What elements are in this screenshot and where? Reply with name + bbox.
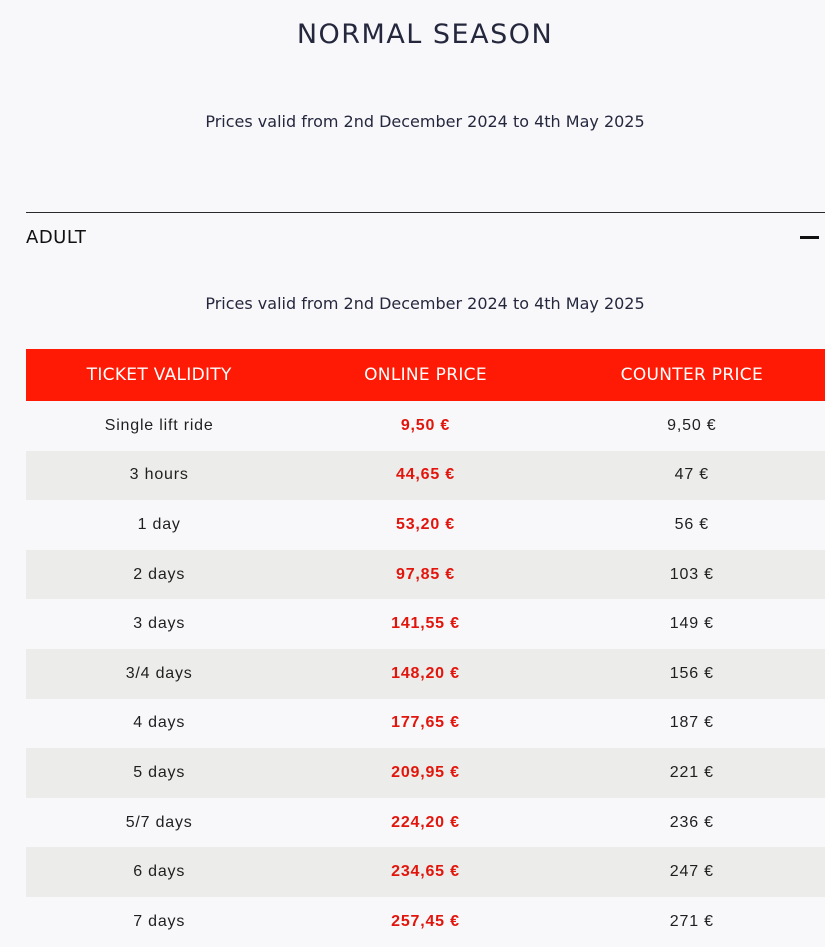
minus-icon[interactable] xyxy=(800,236,819,239)
counter-price-cell: 156 € xyxy=(559,649,825,699)
table-row xyxy=(26,451,825,501)
ticket-validity-cell: 2 days xyxy=(26,550,292,600)
counter-price-cell: 187 € xyxy=(669,714,714,732)
online-price-cell: 148,20 € xyxy=(292,649,558,699)
table-header-row xyxy=(26,349,825,401)
ticket-validity-cell: 3/4 days xyxy=(26,649,292,699)
ticket-validity-cell: Single lift ride xyxy=(104,416,214,434)
ticket-validity-cell: 1 day xyxy=(137,515,181,533)
accordion-label: ADULT xyxy=(26,227,87,248)
column-header: COUNTER PRICE xyxy=(559,349,825,401)
counter-price-cell: 9,50 € xyxy=(667,416,717,434)
counter-price-cell: 149 € xyxy=(669,615,714,633)
counter-price-cell: 56 € xyxy=(674,515,709,533)
table-row xyxy=(26,699,825,749)
online-price-cell: 257,45 € xyxy=(391,912,460,930)
online-price-cell: 234,65 € xyxy=(292,847,558,897)
column-header: TICKET VALIDITY xyxy=(26,349,292,401)
ticket-validity-cell: 5/7 days xyxy=(125,813,193,831)
table-row xyxy=(26,897,825,947)
ticket-validity-cell: 7 days xyxy=(133,912,186,930)
counter-price-cell: 236 € xyxy=(669,813,714,831)
online-price-cell: 44,65 € xyxy=(292,451,558,501)
column-header: ONLINE PRICE xyxy=(292,349,558,401)
table-row xyxy=(26,649,825,699)
online-price-cell: 53,20 € xyxy=(396,515,455,533)
table-row xyxy=(26,401,825,451)
accordion-adult[interactable] xyxy=(26,212,825,260)
counter-price-cell: 247 € xyxy=(559,847,825,897)
validity-text: Prices valid from 2nd December 2024 to 4th May 2025 xyxy=(205,112,645,131)
online-price-cell: 209,95 € xyxy=(292,748,558,798)
online-price-cell: 141,55 € xyxy=(391,615,460,633)
table-row xyxy=(26,550,825,600)
ticket-validity-cell: 6 days xyxy=(26,847,292,897)
counter-price-cell: 103 € xyxy=(559,550,825,600)
ticket-validity-cell: 3 hours xyxy=(26,451,292,501)
table-row xyxy=(26,599,825,649)
counter-price-cell: 271 € xyxy=(669,912,714,930)
ticket-validity-cell: 5 days xyxy=(26,748,292,798)
table-row xyxy=(26,847,825,897)
table-row xyxy=(26,500,825,550)
page-title: NORMAL SEASON xyxy=(296,19,554,50)
counter-price-cell: 221 € xyxy=(559,748,825,798)
price-table xyxy=(26,349,825,947)
table-row xyxy=(26,798,825,848)
ticket-validity-cell: 4 days xyxy=(133,714,186,732)
table-row xyxy=(26,748,825,798)
counter-price-cell: 47 € xyxy=(559,451,825,501)
section-validity-text: Prices valid from 2nd December 2024 to 4th May 2025 xyxy=(205,294,645,313)
online-price-cell: 9,50 € xyxy=(400,416,451,434)
online-price-cell: 224,20 € xyxy=(391,813,460,831)
ticket-validity-cell: 3 days xyxy=(133,615,186,633)
online-price-cell: 177,65 € xyxy=(391,714,460,732)
online-price-cell: 97,85 € xyxy=(292,550,558,600)
